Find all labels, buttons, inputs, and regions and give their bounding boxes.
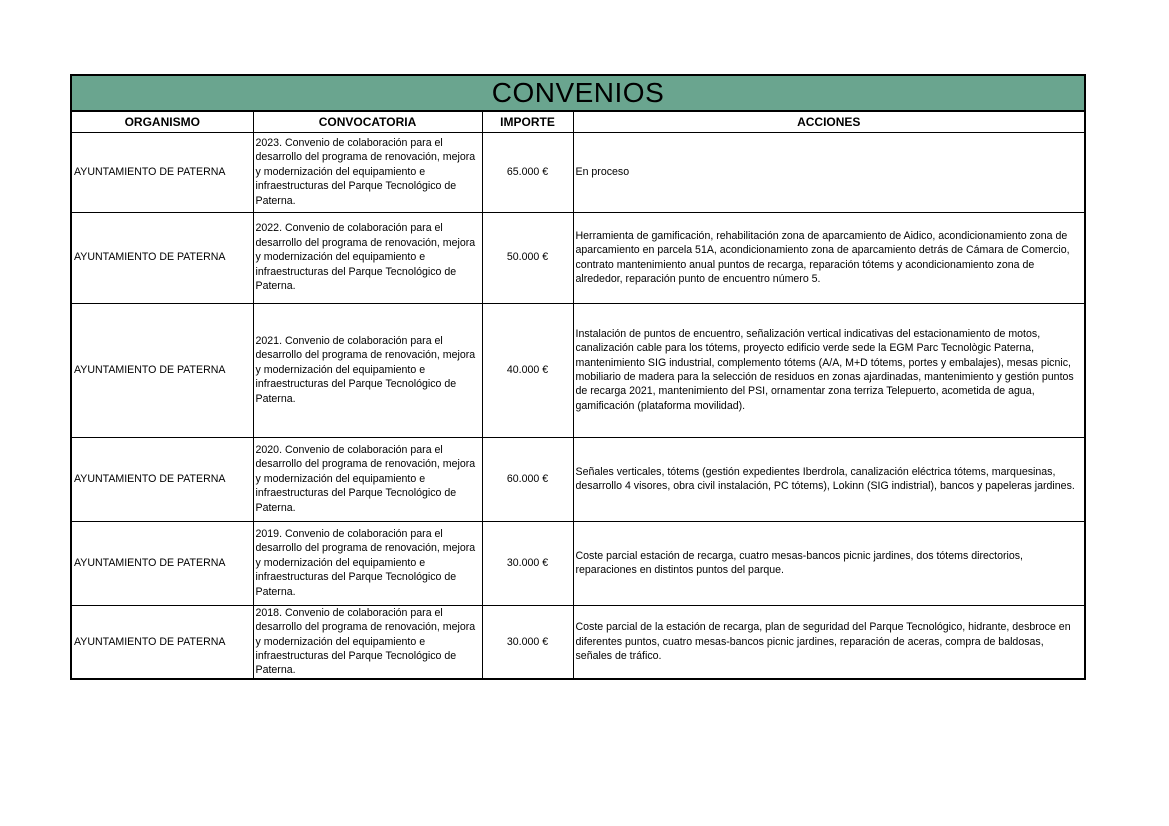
cell-importe: 40.000 € <box>482 303 573 437</box>
convenios-table-sheet <box>70 74 1086 680</box>
cell-organismo: AYUNTAMIENTO DE PATERNA <box>72 437 253 521</box>
header-acciones: ACCIONES <box>573 112 1084 132</box>
convenios-table <box>72 112 1084 678</box>
cell-convocatoria: 2020. Convenio de colaboración para el desarrollo del programa de renovación, mejora y modernización del equipamiento e infraestructuras del Parque Tecnológico de Paterna. <box>253 437 482 521</box>
header-importe: IMPORTE <box>482 112 573 132</box>
table-row <box>72 437 1084 521</box>
cell-organismo: AYUNTAMIENTO DE PATERNA <box>72 605 253 678</box>
header-row <box>72 112 1084 132</box>
cell-convocatoria: 2019. Convenio de colaboración para el desarrollo del programa de renovación, mejora y modernización del equipamiento e infraestructuras del Parque Tecnológico de Paterna. <box>253 521 482 605</box>
cell-acciones: Herramienta de gamificación, rehabilitación zona de aparcamiento de Aidico, acondicionamiento zona de aparcamiento en parcela 51A, acondicionamiento zona de aparcamiento detrás de Cámara de Comercio, contrato mantenimiento anual puntos de recarga, reparación tótems y acondicionamiento zona de alrededor, reparación punto de encuentro número 5. <box>573 212 1084 303</box>
cell-acciones: Instalación de puntos de encuentro, señalización vertical indicativas del estacionamiento de motos, canalización cable para los tótems, proyecto edificio verde sede la EGM Parc Tecnològic Paterna, mantenimiento SIG industrial, complemento tótems (A/A, M+D tótems, portes y embalajes), mesas picnic, mobiliario de madera para la selección de residuos en zonas ajardinadas, mantenimiento y gestión puntos de recarga 2021, mantenimiento del PSI, ornamentar zona terriza Telepuerto, acometida de agua, gamificación (plataforma movilidad). <box>573 303 1084 437</box>
header-organismo: ORGANISMO <box>72 112 253 132</box>
cell-importe: 60.000 € <box>482 437 573 521</box>
cell-organismo: AYUNTAMIENTO DE PATERNA <box>72 212 253 303</box>
table-row <box>72 132 1084 212</box>
cell-importe: 30.000 € <box>482 521 573 605</box>
cell-acciones: Señales verticales, tótems (gestión expedientes Iberdrola, canalización eléctrica tótems, marquesinas, desarrollo 4 visores, obra civil instalación, PC tótems), Lokinn (SIG indistrial), bancos y papeleras jardines. <box>573 437 1084 521</box>
table-row <box>72 303 1084 437</box>
table-row <box>72 212 1084 303</box>
cell-importe: 65.000 € <box>482 132 573 212</box>
cell-organismo: AYUNTAMIENTO DE PATERNA <box>72 132 253 212</box>
cell-organismo: AYUNTAMIENTO DE PATERNA <box>72 521 253 605</box>
cell-convocatoria: 2018. Convenio de colaboración para el desarrollo del programa de renovación, mejora y modernización del equipamiento e infraestructuras del Parque Tecnológico de Paterna. <box>253 605 482 678</box>
cell-convocatoria: 2022. Convenio de colaboración para el desarrollo del programa de renovación, mejora y modernización del equipamiento e infraestructuras del Parque Tecnológico de Paterna. <box>253 212 482 303</box>
table-title: CONVENIOS <box>72 76 1084 112</box>
cell-organismo: AYUNTAMIENTO DE PATERNA <box>72 303 253 437</box>
table-row <box>72 605 1084 678</box>
table-row <box>72 521 1084 605</box>
cell-importe: 30.000 € <box>482 605 573 678</box>
header-convocatoria: CONVOCATORIA <box>253 112 482 132</box>
cell-importe: 50.000 € <box>482 212 573 303</box>
cell-acciones: En proceso <box>573 132 1084 212</box>
cell-convocatoria: 2023. Convenio de colaboración para el desarrollo del programa de renovación, mejora y modernización del equipamiento e infraestructuras del Parque Tecnológico de Paterna. <box>253 132 482 212</box>
cell-acciones: Coste parcial de la estación de recarga, plan de seguridad del Parque Tecnológico, hidrante, desbroce en diferentes puntos, cuatro mesas-bancos picnic jardines, reparación de aceras, compra de baldosas, señales de tráfico. <box>573 605 1084 678</box>
cell-acciones: Coste parcial estación de recarga, cuatro mesas-bancos picnic jardines, dos tótems directorios, reparaciones en distintos puntos del parque. <box>573 521 1084 605</box>
cell-convocatoria: 2021. Convenio de colaboración para el desarrollo del programa de renovación, mejora y modernización del equipamiento e infraestructuras del Parque Tecnológico de Paterna. <box>253 303 482 437</box>
